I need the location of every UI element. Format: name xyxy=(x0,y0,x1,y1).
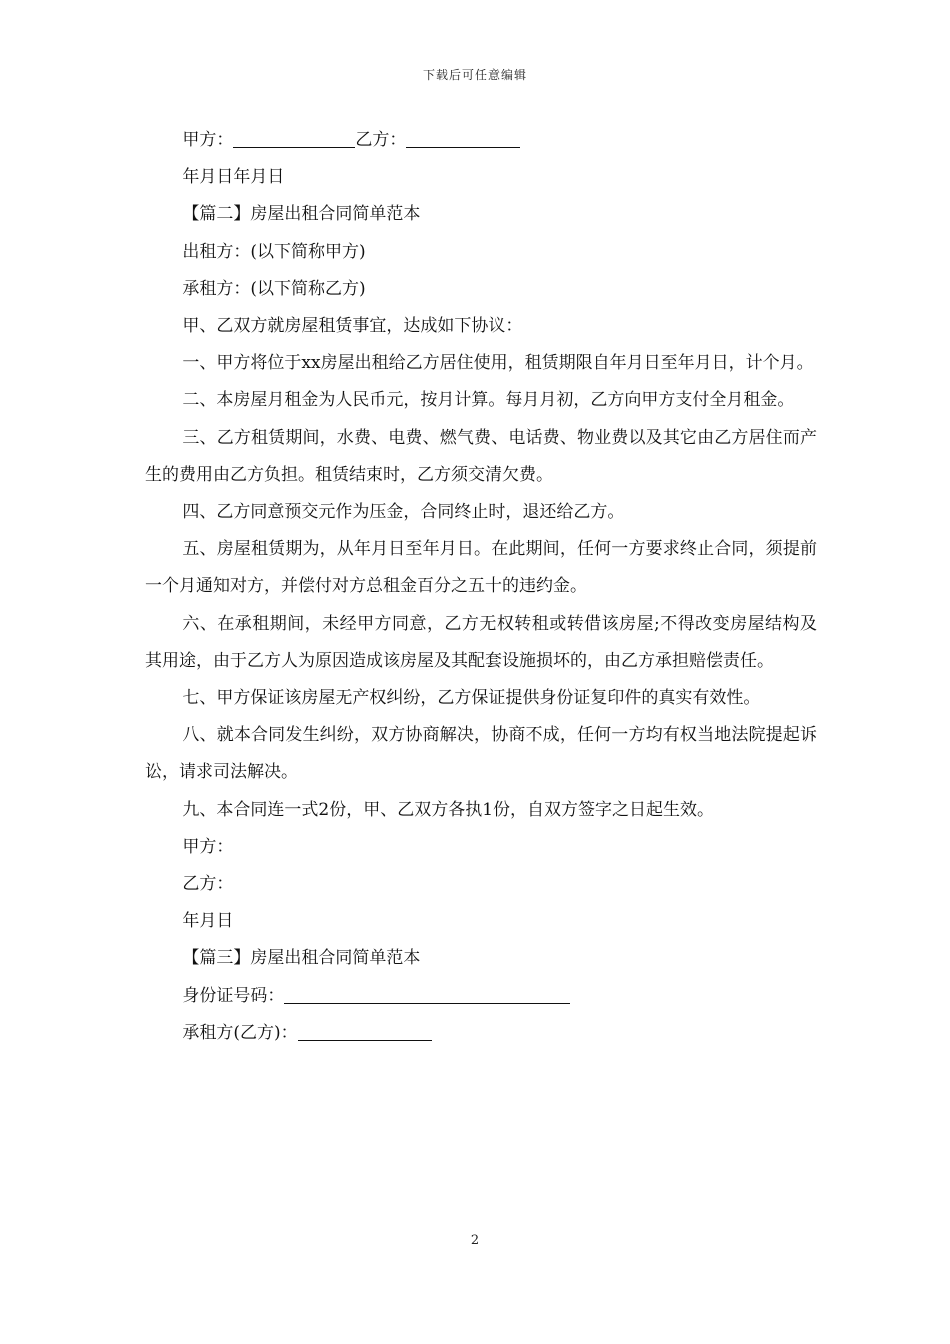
tenant-label: 承租方(乙方)： xyxy=(182,1022,298,1043)
lessee-line: 承租方：(以下简称乙方) xyxy=(182,278,366,299)
clause-3: 三、乙方租赁期间，水费、电费、燃气费、电话费、物业费以及其它由乙方居住而产生的费用由乙方负担。租赁结束时，乙方须交清欠费。 xyxy=(145,427,817,485)
tenant-line xyxy=(145,1015,817,1052)
date-line: 年月日年月日 xyxy=(182,167,285,188)
clause-6: 六、在承租期间，未经甲方同意，乙方无权转租或转借该房屋;不得改变房屋结构及其用途，由于乙方人为原因造成该房屋及其配套设施损坏的，由乙方承担赔偿责任。 xyxy=(145,613,817,671)
page-header: 下载后可任意编辑 xyxy=(422,68,527,82)
clause-1: 一、甲方将位于xx房屋出租给乙方居住使用，租赁期限自年月日至年月日，计个月。 xyxy=(182,353,814,374)
section-title-part2: 【篇二】房屋出租合同简单范本 xyxy=(182,204,421,225)
signature-party-b: 乙方： xyxy=(182,874,234,895)
clause-9: 九、本合同连一式2份，甲、乙双方各执1份，自双方签字之日起生效。 xyxy=(182,799,715,820)
clause-2: 二、本房屋月租金为人民币元，按月计算。每月月初，乙方向甲方支付全月租金。 xyxy=(182,390,795,411)
id-number-label: 身份证号码： xyxy=(182,985,285,1006)
id-number-line xyxy=(145,978,817,1015)
signature-date: 年月日 xyxy=(182,911,234,932)
party-a-label: 甲方： xyxy=(182,130,234,150)
document-body xyxy=(145,122,817,1052)
signature-party-a: 甲方： xyxy=(182,836,234,857)
clause-8: 八、就本合同发生纠纷，双方协商解决，协商不成，任何一方均有权当地法院提起诉讼，请求司法解决。 xyxy=(145,725,817,783)
party-a-blank xyxy=(233,129,355,148)
party-b-blank xyxy=(406,129,520,148)
id-number-blank xyxy=(284,985,570,1004)
clause-5: 五、房屋租赁期为，从年月日至年月日。在此期间，任何一方要求终止合同，须提前一个月通知对方，并偿付对方总租金百分之五十的违约金。 xyxy=(145,539,817,597)
tenant-blank xyxy=(298,1022,432,1041)
clause-7: 七、甲方保证该房屋无产权纠纷，乙方保证提供身份证复印件的真实有效性。 xyxy=(182,688,761,709)
party-b-label: 乙方： xyxy=(355,130,407,150)
page-number: 2 xyxy=(470,1233,480,1248)
signature-line-top xyxy=(145,122,817,159)
agreement-intro: 甲、乙双方就房屋租赁事宜，达成如下协议： xyxy=(182,316,523,337)
section-title-part3: 【篇三】房屋出租合同简单范本 xyxy=(182,948,421,969)
clause-4: 四、乙方同意预交元作为压金，合同终止时，退还给乙方。 xyxy=(182,502,625,523)
lessor-line: 出租方：(以下简称甲方) xyxy=(182,241,366,262)
